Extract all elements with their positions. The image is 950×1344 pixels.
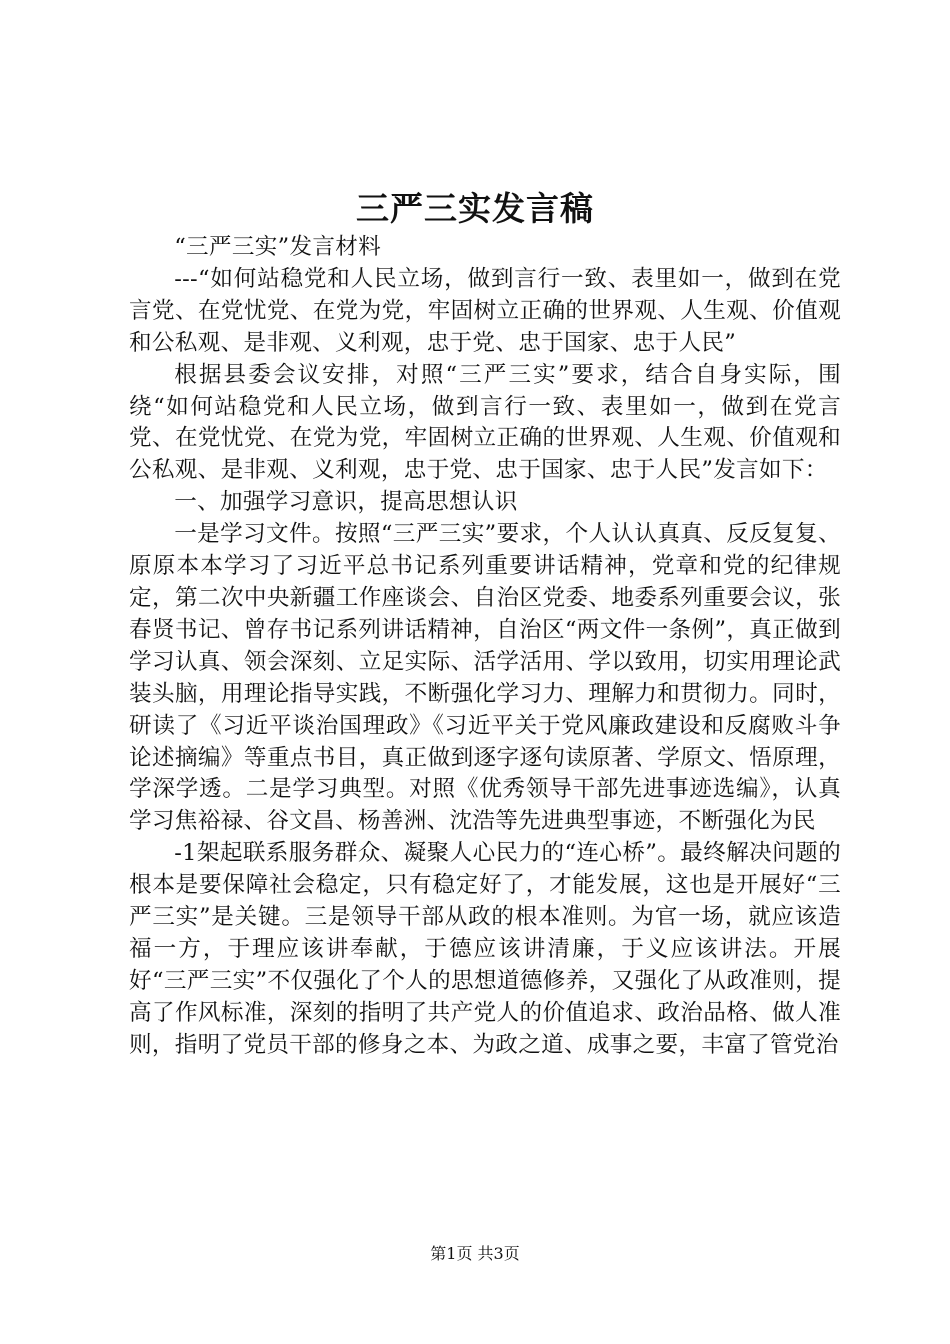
document-title: 三严三实发言稿: [356, 189, 594, 228]
page-footer: 第1页 共3页: [430, 1244, 520, 1263]
paragraph-bridge: -1架起联系服务群众、凝聚人心民力的“连心桥”。最终解决问题的根本是要保障社会稳定，只有稳定好了，才能发展，这也是开展好“三严三实”是关键。三是领导干部从政的根本准则。为官一场，就应该造福一方，于理应该讲奉献，于德应该讲清廉，于义应该讲法。开展好“三严三实”不仅强化了个人的思想道德修养，又强化了从政准则，提高了作风标准，深刻的指明了共产党人的价值追求、政治品格、做人准则，指明了党员干部的修身之本、为政之道、成事之要，丰富了管党治: [129, 840, 841, 1058]
paragraph-study: 一是学习文件。按照“三严三实”要求，个人认认真真、反反复复、原原本本学习了习近平总书记系列重要讲话精神，党章和党的纪律规定，第二次中央新疆工作座谈会、自治区党委、地委系列重要会议，张春贤书记、曾存书记系列讲话精神，自治区“两文件一条例”，真正做到学习认真、领会深刻、立足实际、活学活用、学以致用，切实用理论武装头脑，用理论指导实践，不断强化学习力、理解力和贯彻力。同时，研读了《习近平谈治国理政》《习近平关于党风廉政建设和反腐败斗争论述摘编》等重点书目，真正做到逐字逐句读原著、学原文、悟原理，学深学透。二是学习典型。对照《优秀领导干部先进事迹选编》，认真学习焦裕禄、谷文昌、杨善洲、沈浩等先进典型事迹，不断强化为民: [129, 521, 841, 835]
document-body: [129, 232, 841, 1062]
section-heading: 一、加强学习意识，提高思想认识: [174, 489, 518, 516]
paragraph-subtitle: “三严三实”发言材料: [174, 234, 382, 260]
paragraph-intro: 根据县委会议安排，对照“三严三实”要求，结合自身实际，围绕“如何站稳党和人民立场，做到言行一致、表里如一，做到在党言党、在党忧党、在党为党，牢固树立正确的世界观、人生观、价值观和公私观、是非观、义利观，忠于党、忠于国家、忠于人民”发言如下：: [129, 361, 841, 484]
paragraph-topic: ---“如何站稳党和人民立场，做到言行一致、表里如一，做到在党言党、在党忧党、在党为党，牢固树立正确的世界观、人生观、价值观和公私观、是非观、义利观，忠于党、忠于国家、忠于人民”: [129, 265, 841, 356]
